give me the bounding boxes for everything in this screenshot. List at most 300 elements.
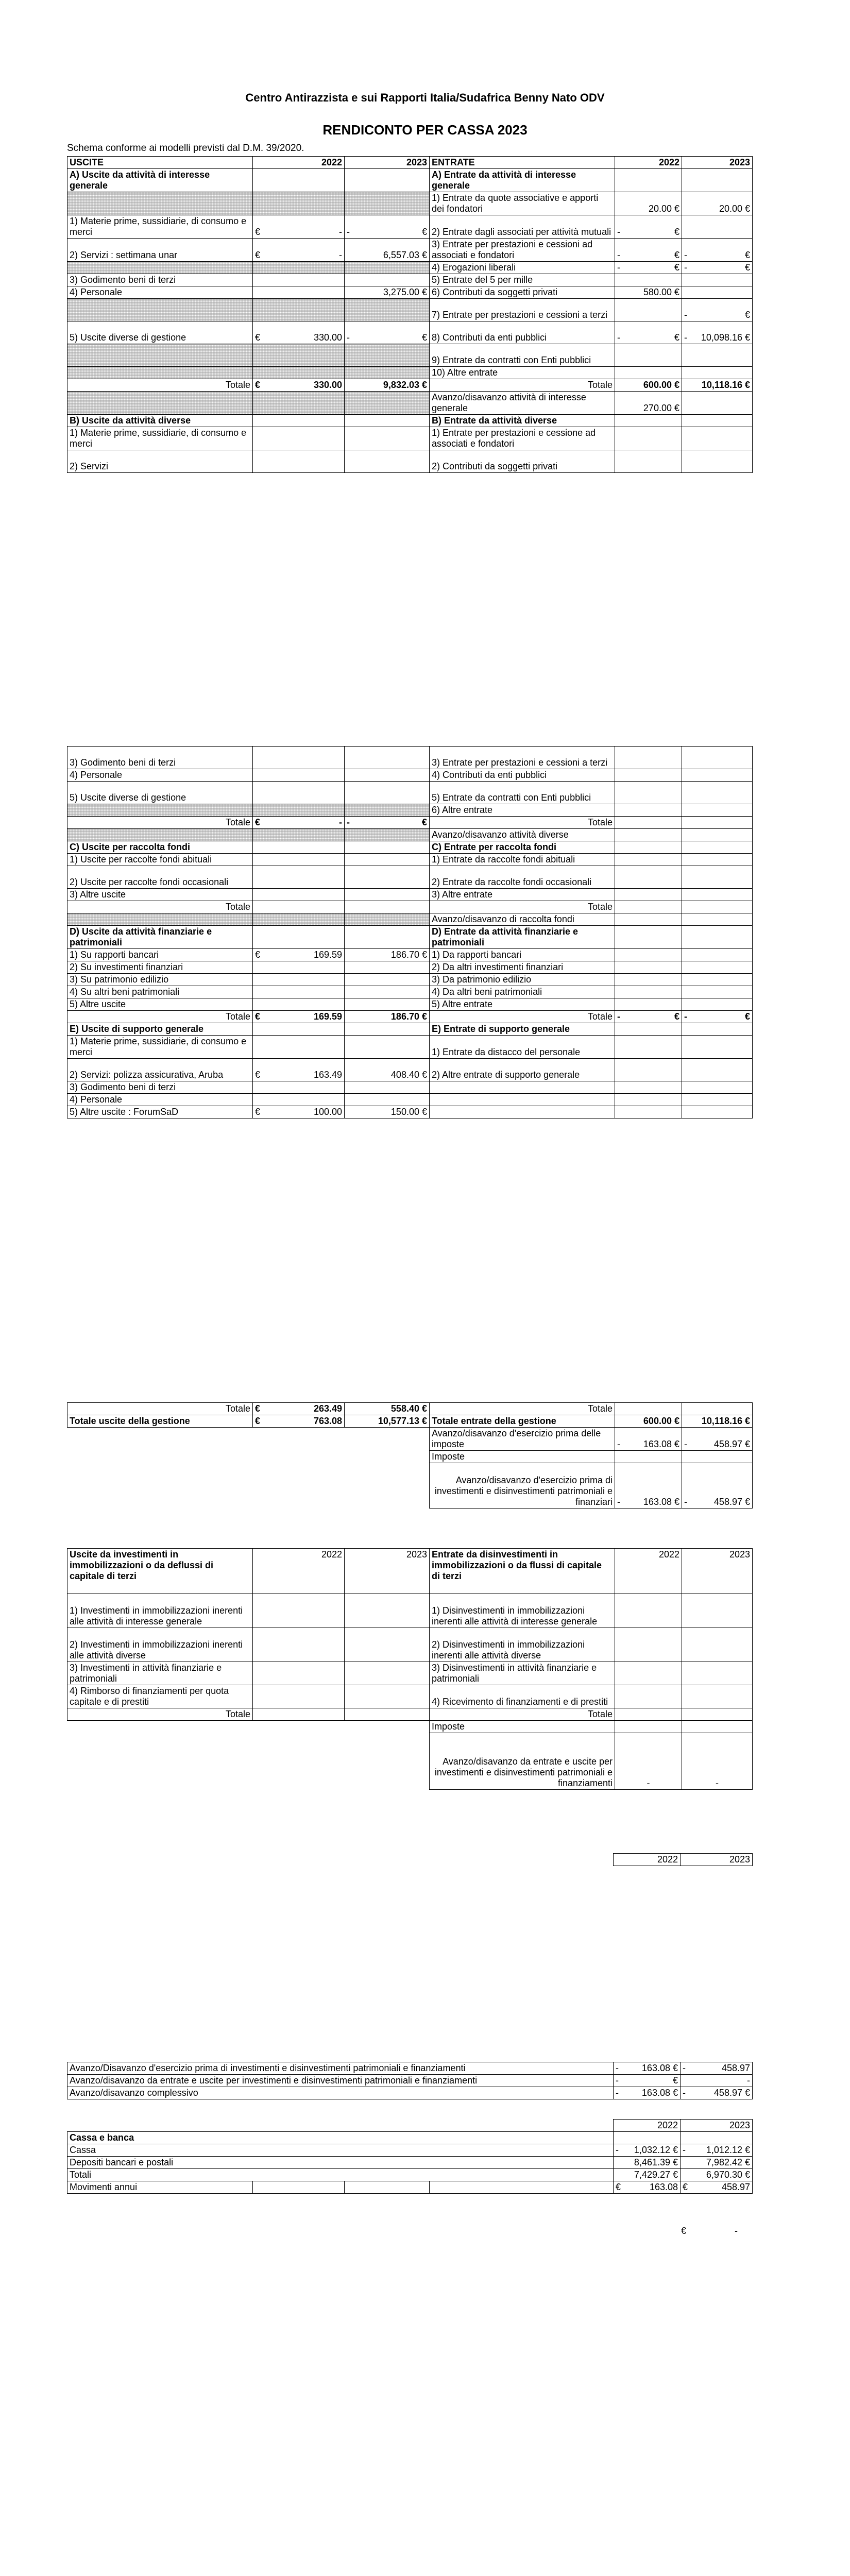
in-2023-value: - € <box>682 299 753 321</box>
out-2023-value <box>345 866 430 889</box>
year-2023-header: 2023 <box>682 157 753 169</box>
in-2023-value: - 10,098.16 € <box>682 321 753 344</box>
out-2022-value <box>253 286 345 299</box>
out-2022-value <box>253 747 345 769</box>
in-row-label: 4) Erogazioni liberali <box>430 262 615 274</box>
in-2022-value <box>615 1106 682 1118</box>
in-row-label: 6) Contributi da soggetti privati <box>430 286 615 299</box>
in-2023-value <box>682 782 753 804</box>
out-row-label: 3) Godimento beni di terzi <box>67 747 253 769</box>
out-row-label: 1) Materie prime, sussidiarie, di consumo e merci <box>67 215 253 239</box>
out-row-label: 3) Godimento beni di terzi <box>67 274 253 286</box>
in-2023-value <box>682 215 753 239</box>
section-e-out-title: E) Uscite di supporto generale <box>67 1023 253 1036</box>
years-box: 2022 2023 <box>613 1853 753 1866</box>
out-2023-value <box>345 804 430 817</box>
avanzo-interesse-generale-label: Avanzo/disavanzo attività di interesse generale <box>430 392 615 415</box>
out-row-label <box>67 804 253 817</box>
out-2023-value: - € <box>345 215 430 239</box>
in-row-label: 3) Disinvestimenti in attività finanziarie e patrimoniali <box>430 1662 615 1685</box>
section-b-rows-part1 <box>67 427 753 473</box>
out-2023-value: - € <box>345 321 430 344</box>
avanzo-interesse-generale-2022: 270.00 € <box>615 392 682 415</box>
out-2022-value: € - <box>253 239 345 262</box>
in-2023-value <box>682 1662 753 1685</box>
in-2023-value <box>682 998 753 1011</box>
out-2023-value <box>345 986 430 998</box>
avanzo-prima-imposte-row: Avanzo/disavanzo d'esercizio prima delle imposte - 163.08 € - 458.97 € <box>67 1428 753 1451</box>
section-d-title-row <box>67 926 753 949</box>
out-row-label <box>67 344 253 367</box>
in-2023-value <box>682 974 753 986</box>
out-2023-value <box>345 274 430 286</box>
out-2022-value: € 330.00 <box>253 321 345 344</box>
in-2023-value <box>682 344 753 367</box>
out-2022-value <box>253 1685 345 1708</box>
out-2022-value <box>253 854 345 866</box>
in-row-label: 5) Altre entrate <box>430 998 615 1011</box>
in-2023-value <box>682 1036 753 1059</box>
section-a-rows <box>67 192 753 379</box>
in-2023-value: - € <box>682 239 753 262</box>
cash-empty <box>253 2181 345 2194</box>
table-row <box>67 1081 753 1094</box>
in-row-label: 3) Entrate per prestazioni e cessioni a terzi <box>430 747 615 769</box>
section-d-total-row: Totale € 169.59 186.70 € Totale - € - € <box>67 1011 753 1023</box>
out-2023-value <box>345 998 430 1011</box>
in-2023-value <box>682 854 753 866</box>
table-row <box>67 1628 753 1662</box>
in-2022-value <box>615 367 682 379</box>
in-2022-value: 20.00 € <box>615 192 682 215</box>
in-2023-value <box>682 1106 753 1118</box>
out-2022-value: € - <box>253 215 345 239</box>
out-2023-value <box>345 344 430 367</box>
totale-gestione-row: Totale uscite della gestione € 763.08 10,577.13 € Totale entrate della gestione 600.00 € 10,118.16 € <box>67 1415 753 1428</box>
section-e-title-row <box>67 1023 753 1036</box>
organization-name: Centro Antirazzista e sui Rapporti Italia/Sudafrica Benny Nato ODV <box>245 91 605 104</box>
in-2023-value <box>682 1685 753 1708</box>
out-row-label: 4) Rimborso di finanziamenti per quota capitale e di prestiti <box>67 1685 253 1708</box>
in-row-label: 1) Entrate da quote associative e apporti dei fondatori <box>430 192 615 215</box>
out-row-label: 3) Su patrimonio edilizio <box>67 974 253 986</box>
in-row-label <box>430 1106 615 1118</box>
out-2023-value <box>345 1662 430 1685</box>
table-row <box>67 986 753 998</box>
table-row <box>67 961 753 974</box>
table-row <box>67 1106 753 1118</box>
header-row <box>67 157 753 169</box>
in-row-label: 1) Disinvestimenti in immobilizzazioni inerenti alle attività di interesse generale <box>430 1594 615 1628</box>
out-2023-value: 408.40 € <box>345 1059 430 1081</box>
out-row-label <box>67 262 253 274</box>
out-2022-value: € 163.49 <box>253 1059 345 1081</box>
table-row <box>67 1662 753 1685</box>
table-row <box>67 344 753 367</box>
out-2022-value <box>253 804 345 817</box>
in-row-label: 4) Ricevimento di finanziamenti e di prestiti <box>430 1685 615 1708</box>
out-row-label: 4) Personale <box>67 769 253 782</box>
table-row <box>67 192 753 215</box>
in-2022-value <box>615 1036 682 1059</box>
table-row <box>67 321 753 344</box>
in-2023-value <box>682 1059 753 1081</box>
in-2022-value <box>615 1628 682 1662</box>
out-row-label: 2) Uscite per raccolte fondi occasionali <box>67 866 253 889</box>
in-2023-value <box>682 949 753 961</box>
in-2023-value <box>682 961 753 974</box>
out-2023-value <box>345 1594 430 1628</box>
out-row-label: 4) Su altri beni patrimoniali <box>67 986 253 998</box>
out-2023-value <box>345 450 430 473</box>
out-2022-value <box>253 427 345 450</box>
in-2022-value <box>615 986 682 998</box>
in-2022-value <box>615 974 682 986</box>
section-a-avanzo-row <box>67 392 753 415</box>
section-d-in-title: D) Entrate da attività finanziarie e patrimoniali <box>430 926 615 949</box>
totale-uscite-gestione-label: Totale uscite della gestione <box>67 1415 253 1428</box>
cash-2023-value: 6,970.30 € <box>681 2169 753 2181</box>
out-2023-value <box>345 299 430 321</box>
summary-2022-value: - 163.08 € <box>614 2087 681 2099</box>
section-e-total-row: Totale € 263.49 558.40 € Totale <box>67 1403 753 1415</box>
out-2023-value <box>345 1081 430 1094</box>
in-row-label: 1) Entrate da distacco del personale <box>430 1036 615 1059</box>
cassa-banca-title: Cassa e banca <box>67 2132 614 2144</box>
out-2022-value <box>253 262 345 274</box>
in-2022-value <box>615 866 682 889</box>
out-row-label: 2) Servizi <box>67 450 253 473</box>
cash-2022-value: - 1,032.12 € <box>614 2144 681 2157</box>
out-row-label: 2) Investimenti in immobilizzazioni inerenti alle attività diverse <box>67 1628 253 1662</box>
in-row-label: 1) Da rapporti bancari <box>430 949 615 961</box>
out-row-label: 5) Altre uscite <box>67 998 253 1011</box>
cash-2023-value: - 1,012.12 € <box>681 2144 753 2157</box>
section-b-total-row: Totale € - - € Totale <box>67 817 753 829</box>
in-2022-value <box>615 949 682 961</box>
out-2023-value <box>345 262 430 274</box>
in-2022-value <box>615 854 682 866</box>
in-2022-value <box>615 427 682 450</box>
section-a-total-row: Totale € 330.00 9,832.03 € Totale 600.00 € 10,118.16 € <box>67 379 753 392</box>
in-row-label: 7) Entrate per prestazioni e cessioni a terzi <box>430 299 615 321</box>
out-2023-value <box>345 1036 430 1059</box>
out-2023-value: 186.70 € <box>345 949 430 961</box>
summary-2023-value: - 458.97 € <box>681 2087 753 2099</box>
in-2023-value <box>682 286 753 299</box>
cash-row <box>67 2181 753 2194</box>
out-2022-value <box>253 192 345 215</box>
summary-2022-value: - 163.08 € <box>614 2062 681 2075</box>
in-2023-value <box>682 1081 753 1094</box>
section-a-out-title: A) Uscite da attività di interesse generale <box>67 169 253 192</box>
out-2022-value <box>253 889 345 901</box>
in-2022-value <box>615 299 682 321</box>
out-2022-value <box>253 274 345 286</box>
section-e-rows <box>67 1036 753 1118</box>
year-2023-header: 2023 <box>345 157 430 169</box>
schema-note: Schema conforme ai modelli previsti dal D.M. 39/2020. <box>67 143 304 154</box>
in-2022-value <box>615 747 682 769</box>
cash-rows <box>67 2144 753 2194</box>
in-2022-value <box>615 1662 682 1685</box>
table-row <box>67 949 753 961</box>
out-row-label: 1) Su rapporti bancari <box>67 949 253 961</box>
cash-row <box>67 2169 753 2181</box>
out-2023-value <box>345 769 430 782</box>
cash-empty <box>430 2181 614 2194</box>
out-2023-value <box>345 974 430 986</box>
in-2023-value <box>682 450 753 473</box>
out-2023-value <box>345 1685 430 1708</box>
out-row-label: 2) Servizi: polizza assicurativa, Aruba <box>67 1059 253 1081</box>
in-2023-value <box>682 986 753 998</box>
in-2022-value: 580.00 € <box>615 286 682 299</box>
in-2023-value: 20.00 € <box>682 192 753 215</box>
cash-2022-value: 7,429.27 € <box>614 2169 681 2181</box>
out-2022-value <box>253 1081 345 1094</box>
rendiconto-table-part2 <box>67 746 753 1118</box>
table-row <box>67 450 753 473</box>
in-2022-value: - € <box>615 215 682 239</box>
in-2023-value <box>682 804 753 817</box>
section-e-in-title: E) Entrate di supporto generale <box>430 1023 615 1036</box>
investimenti-in-title: Entrate da disinvestimenti in immobilizzazioni o da flussi di capitale di terzi <box>430 1549 615 1594</box>
in-2022-value: - € <box>615 239 682 262</box>
in-2023-value <box>682 1594 753 1628</box>
table-row <box>67 1094 753 1106</box>
out-row-label: 1) Investimenti in immobilizzazioni inerenti alle attività di interesse generale <box>67 1594 253 1628</box>
out-2023-value <box>345 367 430 379</box>
section-c-out-title: C) Uscite per raccolta fondi <box>67 841 253 854</box>
section-b-rows-part2 <box>67 747 753 817</box>
in-row-label: 6) Altre entrate <box>430 804 615 817</box>
table-row <box>67 215 753 239</box>
in-2023-value <box>682 274 753 286</box>
in-row-label: 8) Contributi da enti pubblici <box>430 321 615 344</box>
summary-2022-value: - € <box>614 2075 681 2087</box>
cash-label: Depositi bancari e postali <box>67 2157 614 2169</box>
cash-row <box>67 2144 753 2157</box>
investimenti-avanzo-row: Avanzo/disavanzo da entrate e uscite per investimenti e disinvestimenti patrimoniali e finanziamenti - - <box>67 1733 753 1790</box>
investimenti-imposte-row: Imposte <box>67 1721 753 1733</box>
out-row-label: 3) Investimenti in attività finanziarie e patrimoniali <box>67 1662 253 1685</box>
out-2022-value <box>253 782 345 804</box>
in-2023-value <box>682 1094 753 1106</box>
in-row-label: 4) Da altri beni patrimoniali <box>430 986 615 998</box>
out-2022-value <box>253 450 345 473</box>
out-row-label: 5) Altre uscite : ForumSaD <box>67 1106 253 1118</box>
in-row-label: 1) Entrate da raccolte fondi abituali <box>430 854 615 866</box>
in-row-label: 10) Altre entrate <box>430 367 615 379</box>
table-row <box>67 239 753 262</box>
in-row-label: 5) Entrate del 5 per mille <box>430 274 615 286</box>
investimenti-out-title: Uscite da investimenti in immobilizzazioni o da deflussi di capitale di terzi <box>67 1549 253 1594</box>
year-2022-header: 2022 <box>615 157 682 169</box>
summary-label: Avanzo/disavanzo complessivo <box>67 2087 614 2099</box>
summary-row <box>67 2062 753 2075</box>
in-row-label <box>430 1094 615 1106</box>
table-row <box>67 854 753 866</box>
investimenti-table <box>67 1548 753 1790</box>
summary-row <box>67 2087 753 2099</box>
in-2023-value <box>682 769 753 782</box>
out-2023-value <box>345 1094 430 1106</box>
out-2022-value <box>253 974 345 986</box>
in-2023-value: - € <box>682 262 753 274</box>
cash-table <box>67 2119 753 2194</box>
in-row-label: 9) Entrate da contratti con Enti pubblici <box>430 344 615 367</box>
in-2022-value <box>615 450 682 473</box>
in-row-label: 3) Altre entrate <box>430 889 615 901</box>
cash-label: Totali <box>67 2169 614 2181</box>
out-2023-value: 6,557.03 € <box>345 239 430 262</box>
in-2022-value: - € <box>615 321 682 344</box>
out-2022-value <box>253 344 345 367</box>
table-row <box>67 747 753 769</box>
summary-table <box>67 2062 753 2099</box>
imposte-row: Imposte <box>67 1451 753 1463</box>
out-2022-value: € 169.59 <box>253 949 345 961</box>
out-2023-value <box>345 782 430 804</box>
in-row-label: 3) Da patrimonio edilizio <box>430 974 615 986</box>
investimenti-title-row: Uscite da investimenti in immobilizzazioni o da deflussi di capitale di terzi 2022 2023 Entrate da disinvestimenti in immobilizzazioni o da flussi di capitale di terzi 2022 2023 <box>67 1549 753 1594</box>
in-2022-value <box>615 804 682 817</box>
entrate-header: ENTRATE <box>430 157 615 169</box>
section-c-in-title: C) Entrate per raccolta fondi <box>430 841 615 854</box>
in-2022-value <box>615 344 682 367</box>
out-2022-value <box>253 1594 345 1628</box>
out-row-label: 4) Personale <box>67 1094 253 1106</box>
out-2023-value <box>345 889 430 901</box>
table-row <box>67 299 753 321</box>
in-row-label: 3) Entrate per prestazioni e cessioni ad associati e fondatori <box>430 239 615 262</box>
in-row-label: 2) Entrate dagli associati per attività mutuali <box>430 215 615 239</box>
in-row-label: 5) Entrate da contratti con Enti pubblici <box>430 782 615 804</box>
out-2023-value <box>345 427 430 450</box>
table-row <box>67 889 753 901</box>
out-2022-value <box>253 986 345 998</box>
table-row <box>67 1059 753 1081</box>
table-row <box>67 286 753 299</box>
section-b-in-title: B) Entrate da attività diverse <box>430 415 615 427</box>
in-2023-value <box>682 866 753 889</box>
in-2023-value <box>682 367 753 379</box>
table-row <box>67 866 753 889</box>
cash-label: Cassa <box>67 2144 614 2157</box>
out-2022-value <box>253 1628 345 1662</box>
out-2022-value <box>253 1662 345 1685</box>
out-2022-value <box>253 1094 345 1106</box>
out-2023-value <box>345 961 430 974</box>
footer-amount: € - <box>681 2226 738 2236</box>
in-2022-value <box>615 1081 682 1094</box>
in-2023-value <box>682 1628 753 1662</box>
out-2022-value <box>253 367 345 379</box>
summary-row <box>67 2075 753 2087</box>
section-c-avanzo-row <box>67 913 753 926</box>
section-d-rows <box>67 949 753 1011</box>
in-row-label: 1) Entrate per prestazioni e cessione ad associati e fondatori <box>430 427 615 450</box>
out-row-label <box>67 367 253 379</box>
in-2022-value <box>615 769 682 782</box>
in-row-label: 2) Entrate da raccolte fondi occasionali <box>430 866 615 889</box>
in-2022-value <box>615 889 682 901</box>
report-title: RENDICONTO PER CASSA 2023 <box>322 122 528 138</box>
in-2022-value <box>615 998 682 1011</box>
in-2022-value <box>615 274 682 286</box>
table-row <box>67 427 753 450</box>
in-2022-value <box>615 782 682 804</box>
out-row-label: 2) Servizi : settimana unar <box>67 239 253 262</box>
in-row-label: 2) Altre entrate di supporto generale <box>430 1059 615 1081</box>
section-c-rows <box>67 854 753 901</box>
section-b-avanzo-row <box>67 829 753 841</box>
in-2022-value <box>615 1059 682 1081</box>
out-2022-value: € 100.00 <box>253 1106 345 1118</box>
cash-row <box>67 2157 753 2169</box>
out-2023-value: 150.00 € <box>345 1106 430 1118</box>
out-row-label: 1) Materie prime, sussidiarie, di consumo e merci <box>67 427 253 450</box>
in-2022-value <box>615 1685 682 1708</box>
totals-table <box>67 1402 753 1509</box>
table-row <box>67 262 753 274</box>
totale-entrate-gestione-label: Totale entrate della gestione <box>430 1415 615 1428</box>
out-2023-value <box>345 747 430 769</box>
section-a-in-title: A) Entrate da attività di interesse generale <box>430 169 615 192</box>
out-row-label: 5) Uscite diverse di gestione <box>67 782 253 804</box>
out-2022-value <box>253 1036 345 1059</box>
uscite-header: USCITE <box>67 157 253 169</box>
in-row-label: 4) Contributi da enti pubblici <box>430 769 615 782</box>
in-2022-value <box>615 1594 682 1628</box>
rendiconto-table-part1 <box>67 156 753 473</box>
out-row-label <box>67 192 253 215</box>
investimenti-rows <box>67 1594 753 1708</box>
summary-2023-value: - 458.97 <box>681 2062 753 2075</box>
table-row <box>67 274 753 286</box>
in-row-label: 2) Contributi da soggetti privati <box>430 450 615 473</box>
cash-2022-value: 8,461.39 € <box>614 2157 681 2169</box>
out-2023-value: 3,275.00 € <box>345 286 430 299</box>
cash-2023-value: 7,982.42 € <box>681 2157 753 2169</box>
section-c-title-row <box>67 841 753 854</box>
section-b-out-title: B) Uscite da attività diverse <box>67 415 253 427</box>
avanzo-attivita-diverse-label: Avanzo/disavanzo attività diverse <box>430 829 615 841</box>
table-row <box>67 998 753 1011</box>
in-row-label: 2) Da altri investimenti finanziari <box>430 961 615 974</box>
section-a-title-row <box>67 169 753 192</box>
summary-rows <box>67 2062 753 2099</box>
table-row <box>67 782 753 804</box>
out-row-label: 1) Uscite per raccolte fondi abituali <box>67 854 253 866</box>
out-2022-value <box>253 866 345 889</box>
out-row-label: 4) Personale <box>67 286 253 299</box>
out-2022-value <box>253 998 345 1011</box>
section-d-out-title: D) Uscite da attività finanziarie e patrimoniali <box>67 926 253 949</box>
table-row <box>67 974 753 986</box>
out-row-label: 5) Uscite diverse di gestione <box>67 321 253 344</box>
summary-label: Avanzo/disavanzo da entrate e uscite per investimenti e disinvestimenti patrimoniali e finanziamenti <box>67 2075 614 2087</box>
cash-2022-value: € 163.08 <box>614 2181 681 2194</box>
table-row <box>67 1685 753 1708</box>
investimenti-total-row: Totale Totale <box>67 1708 753 1721</box>
cash-empty <box>345 2181 430 2194</box>
out-2022-value <box>253 769 345 782</box>
in-2022-value <box>615 961 682 974</box>
table-row <box>67 1594 753 1628</box>
in-2023-value <box>682 889 753 901</box>
